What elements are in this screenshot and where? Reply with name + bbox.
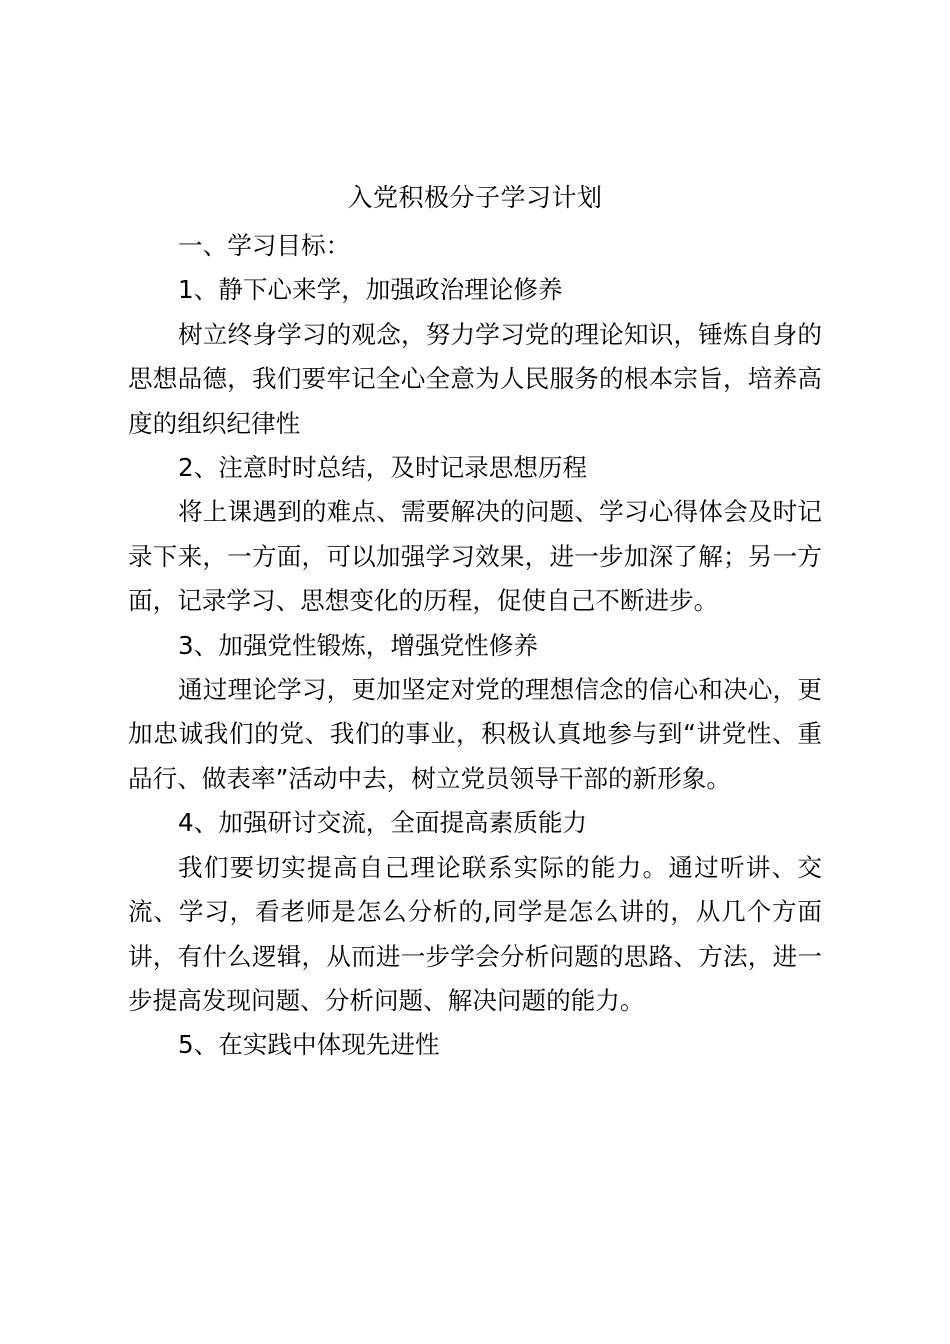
- paragraph-3: 通过理论学习，更加坚定对党的理想信念的信心和决心，更加忠诚我们的党、我们的事业，积极认真地参与到“讲党性、重品行、做表率”活动中去，树立党员领导干部的新形象。: [128, 675, 822, 793]
- subheading-4: 4、加强研讨交流，全面提高素质能力: [178, 808, 588, 838]
- paragraph-1: 树立终身学习的观念，努力学习党的理论知识，锤炼自身的思想品德，我们要牢记全心全意为人民服务的根本宗旨，培养高度的组织纪律性: [128, 319, 822, 438]
- document-title: 入党积极分子学习计划: [347, 183, 603, 212]
- section-heading-goals: 一、学习目标：: [178, 231, 351, 260]
- subheading-2: 2、注意时时总结，及时记录思想历程: [178, 453, 588, 483]
- paragraph-2: 将上课遇到的难点、需要解决的问题、学习心得体会及时记录下来，一方面，可以加强学习效果，进一步加深了解；另一方面，记录学习、思想变化的历程，促使自己不断进步。: [128, 497, 822, 616]
- document-body: [128, 224, 822, 1068]
- subheading-5: 5、在实践中体现先进性: [178, 1030, 440, 1060]
- subheading-3: 3、加强党性锻炼，增强党性修养: [178, 630, 538, 660]
- subheading-1: 1、静下心来学，加强政治理论修养: [178, 275, 563, 305]
- paragraph-4: 我们要切实提高自己理论联系实际的能力。通过听讲、交流、学习，看老师是怎么分析的,同学是怎么讲的，从几个方面讲，有什么逻辑，从而进一步学会分析问题的思路、方法，进一步提高发现问题、分析问题、解决问题的能力。: [128, 852, 822, 1015]
